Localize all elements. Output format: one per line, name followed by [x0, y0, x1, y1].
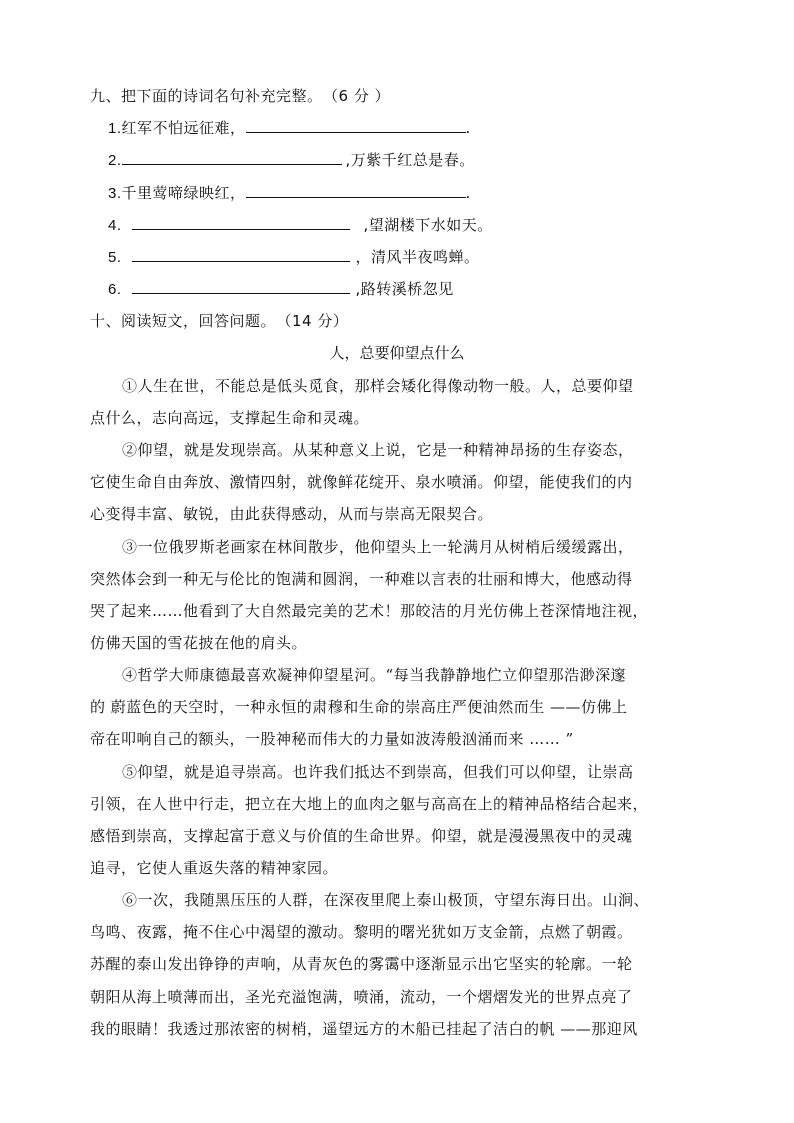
poem-item-5: [108, 247, 480, 268]
poem-item-prompt: 红军不怕远征难，: [121, 119, 246, 137]
poem-item-6: [108, 279, 454, 300]
passage-line: 引领，在人世中行走，把立在大地上的血肉之躯与高高在上的精神品格结合起来，: [90, 795, 649, 813]
answer-blank[interactable]: [246, 118, 466, 133]
section-9-heading-text: 九、把下面的诗词名句补充完整。: [90, 87, 323, 105]
poem-item-suffix: ,万紫千红总是春。: [345, 151, 475, 169]
poem-item-1: [108, 118, 471, 139]
passage-line: 苏醒的泰山发出铮铮的声响，从青灰色的雾霭中逐渐显示出它坚实的轮廓。一轮: [90, 955, 633, 973]
poem-item-suffix: ,望湖楼下水如天。: [363, 216, 493, 234]
passage-line: ⑤仰望，就是追寻崇高。也许我们抵达不到崇高，但我们可以仰望，让崇高: [122, 763, 634, 781]
poem-item-4: [108, 215, 493, 236]
poem-item-3: [108, 183, 471, 204]
passage-line: 追寻，它使人重返失落的精神家园。: [90, 859, 339, 877]
passage-line: 鸟鸣、夜露，掩不住心中渴望的激动。黎明的曙光犹如万支金箭，点燃了朝霞。: [90, 923, 633, 941]
passage-line: 我的眼睛！我透过那浓密的树梢，遥望远方的木船已挂起了洁白的帆 ——那迎风: [90, 1020, 638, 1038]
section-10-heading-text: 十、阅读短文，回答问题。: [90, 312, 277, 330]
answer-blank[interactable]: [246, 183, 466, 198]
passage-title: 人，总要仰望点什么: [329, 344, 465, 362]
section-9-heading: [90, 86, 390, 106]
passage-line: ⑥一次，我随黑压压的人群，在深夜里爬上泰山极顶，守望东海日出。山涧、: [122, 891, 650, 909]
passage-line: ①人生在世，不能总是低头觅食，那样会矮化得像动物一般。人，总要仰望: [122, 377, 634, 395]
answer-blank[interactable]: [132, 215, 350, 230]
poem-item-suffix: .: [465, 184, 471, 202]
passage-line: ③一位俄罗斯老画家在林间散步，他仰望头上一轮满月从树梢后缓缓露出，: [122, 538, 634, 556]
poem-item-number: 1.: [108, 120, 122, 137]
passage-line: 朝阳从海上喷薄而出，圣光充溢饱满，喷涌，流动，一个熠熠发光的世界点亮了: [90, 988, 633, 1006]
passage-line: 哭了起来……他看到了大自然最完美的艺术！那皎洁的月光仿佛上苍深情地注视，: [90, 602, 649, 620]
passage-line: ④哲学大师康德最喜欢凝神仰望星河。“每当我静静地伫立仰望那浩渺深邃: [122, 666, 627, 684]
poem-item-number: 4.: [108, 217, 122, 234]
section-10-score: （14 分）: [284, 312, 349, 330]
passage-line: 它使生命自由奔放、激情四射，就像鲜花绽开、泉水喷涌。仰望，能使我们的内: [90, 473, 633, 491]
answer-blank[interactable]: [132, 247, 350, 262]
passage-line: 心变得丰富、敏锐，由此获得感动，从而与崇高无限契合。: [90, 505, 494, 523]
answer-blank[interactable]: [132, 279, 350, 294]
section-9-score: （6 分 ）: [330, 87, 391, 105]
poem-item-number: 3.: [108, 185, 122, 202]
poem-item-suffix: ,路转溪桥忽见: [355, 280, 454, 298]
passage-line: 帝在叩响自己的额头，一股神秘而伟大的力量如波涛般汹涌而来 …… ”: [90, 730, 574, 748]
poem-item-prompt: 千里莺啼绿映红，: [121, 184, 246, 202]
passage-line: 仿佛天国的雪花披在他的肩头。: [90, 634, 308, 652]
poem-item-number: 2.: [108, 152, 122, 169]
answer-blank[interactable]: [122, 150, 342, 165]
passage-line: 突然体会到一种无与伦比的饱满和圆润，一种难以言表的壮丽和博大，他感动得: [90, 570, 633, 588]
poem-item-number: 6.: [108, 281, 122, 298]
section-10-heading: [90, 311, 348, 331]
poem-item-suffix: .: [465, 119, 471, 137]
passage-line: 点什么，志向高远，支撑起生命和灵魂。: [90, 409, 370, 427]
poem-item-number: 5.: [108, 249, 122, 266]
poem-item-suffix: ，清风半夜鸣蝉。: [355, 248, 480, 266]
poem-item-2: [108, 150, 475, 171]
passage-line: 的 蔚蓝色的天空时，一种永恒的肃穆和生命的崇高庄严便油然而生 ——仿佛上: [90, 698, 628, 716]
passage-line: ②仰望，就是发现崇高。从某种意义上说，它是一种精神昂扬的生存姿态，: [122, 441, 634, 459]
passage-line: 感悟到崇高，支撑起富于意义与价值的生命世界。仰望，就是漫漫黑夜中的灵魂: [90, 827, 633, 845]
